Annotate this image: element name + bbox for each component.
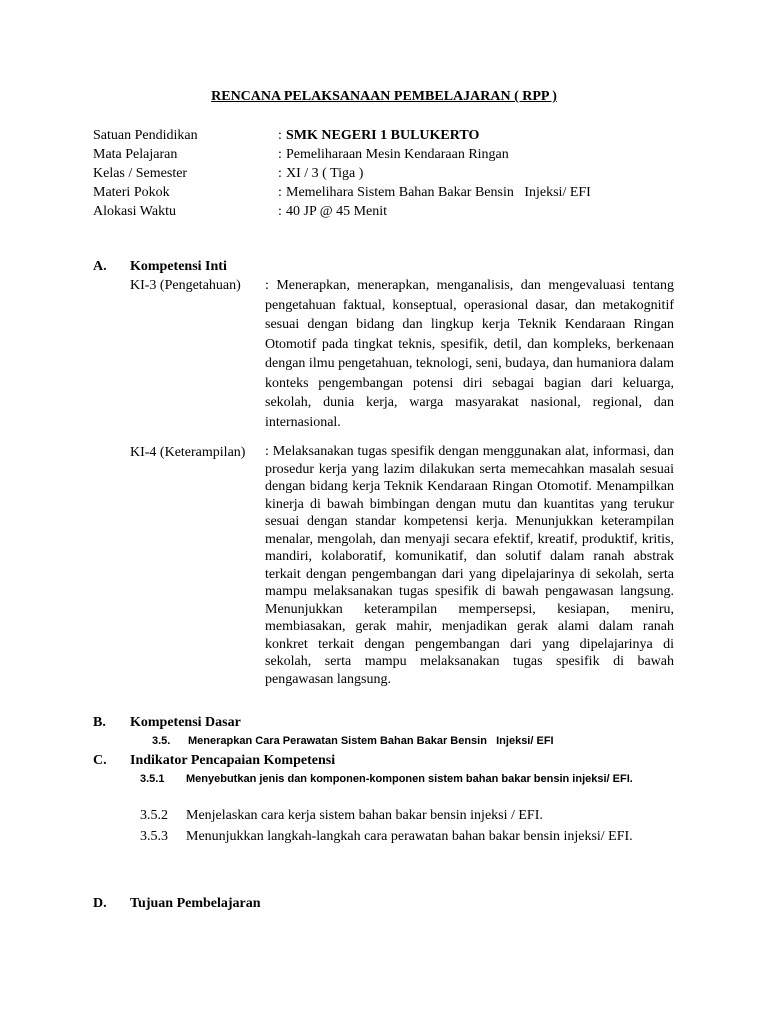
ki4-content: Melaksanakan tugas spesifik dengan menggunakan alat, informasi, dan prosedur kerja yang lazim dilakukan serta memecahkan masalah sesuai dengan bidang kerja Teknik Kendaraan Ringan Otomotif. Menampilkan kinerja di bawah bimbingan dengan mutu dan kuantitas yang terukur sesuai dengan standar kompetensi kerja. Menunjukkan keterampilan menalar, mengolah, dan menyaji secara efektif, kreatif, produktif, kritis, mandiri, kolaboratif, komunikatif, dan solutif dalam ranah abstrak terkait dengan pengembangan dari yang dipelajarinya di sekolah, serta mampu melaksanakan tugas spesifik di bawah pengawasan langsung. Menunjukkan keterampilan mempersepsi, kesiapan, meniru, membiasakan, gerak mahir, menjadikan gerak alami dalam ranah konkret terkait dengan pengembangan dari yang dipelajarinya di sekolah, serta mampu melaksanakan tugas spesifik di bawah pengawasan langsung. bbox=[265, 444, 674, 687]
identity-value: SMK NEGERI 1 BULUKERTO bbox=[286, 128, 480, 143]
identity-label: Mata Pelajaran bbox=[93, 147, 178, 162]
section-c-letter: C. bbox=[93, 753, 107, 768]
ki4-label-text: KI-4 (Keterampilan) bbox=[130, 445, 246, 460]
section-d-letter: D. bbox=[93, 896, 107, 911]
ki3-label-text: KI-3 (Pengetahuan) bbox=[130, 278, 241, 293]
identity-value: Pemeliharaan Mesin Kendaraan Ringan bbox=[286, 147, 509, 162]
ki4-label bbox=[130, 443, 245, 462]
section-b-letter: B. bbox=[93, 715, 106, 730]
identity-value: 40 JP @ 45 Menit bbox=[286, 204, 388, 219]
section-d-title: Tujuan Pembelajaran bbox=[130, 896, 261, 911]
section-b-title: Kompetensi Dasar bbox=[130, 715, 241, 730]
identity-label: Kelas / Semester bbox=[93, 166, 188, 181]
identity-colon: : bbox=[278, 185, 282, 200]
section-a-title: Kompetensi Inti bbox=[130, 259, 227, 274]
kd-text: Menerapkan Cara Perawatan Sistem Bahan Bakar Bensin Injeksi/ EFI bbox=[188, 735, 554, 747]
section-a-letter: A. bbox=[93, 259, 107, 274]
section-c-title: Indikator Pencapaian Kompetensi bbox=[130, 753, 336, 768]
indicator-text: Menyebutkan jenis dan komponen-komponen sistem bahan bakar bensin injeksi/ EFI. bbox=[186, 773, 633, 785]
ki3-colon: : bbox=[265, 278, 269, 293]
identity-label: Materi Pokok bbox=[93, 185, 170, 200]
identity-row-school bbox=[93, 126, 591, 145]
identity-colon: : bbox=[278, 128, 282, 143]
identity-colon: : bbox=[278, 147, 282, 162]
ki3-label bbox=[130, 276, 241, 295]
indicator-number: 3.5.2 bbox=[140, 808, 168, 823]
identity-row-time bbox=[93, 202, 591, 221]
identity-label: Alokasi Waktu bbox=[93, 204, 176, 219]
ki3-content: Menerapkan, menerapkan, menganalisis, dan mengevaluasi tentang pengetahuan faktual, konseptual, operasional dasar, dan metakognitif sesuai dengan bidang dan lingkup kerja Teknik Kendaraan Ringan Otomotif pada tingkat teknis, spesifik, detil, dan kompleks, berkenaan dengan ilmu pengetahuan, teknologi, seni, budaya, dan humaniora dalam konteks pengembangan potensi diri sebagai bagian dari keluarga, sekolah, dunia kerja, warga masyarakat nasional, regional, dan internasional. bbox=[265, 278, 675, 430]
identity-row-subject bbox=[93, 145, 591, 164]
identity-table bbox=[93, 126, 591, 221]
identity-colon: : bbox=[278, 204, 282, 219]
identity-label: Satuan Pendidikan bbox=[93, 128, 198, 143]
indicator-number: 3.5.1 bbox=[140, 773, 165, 785]
kd-number: 3.5. bbox=[152, 735, 171, 747]
identity-value: XI / 3 ( Tiga ) bbox=[286, 166, 364, 181]
indicator-number: 3.5.3 bbox=[140, 829, 168, 844]
identity-row-class bbox=[93, 164, 591, 183]
indicator-text: Menunjukkan langkah-langkah cara perawatan bahan bakar bensin injeksi/ EFI. bbox=[186, 829, 633, 844]
indicator-text: Menjelaskan cara kerja sistem bahan bakar bensin injeksi / EFI. bbox=[186, 808, 543, 823]
identity-row-topic bbox=[93, 183, 591, 202]
ki3-text bbox=[265, 276, 674, 432]
identity-value: Memelihara Sistem Bahan Bakar Bensin Injeksi/ EFI bbox=[286, 185, 591, 200]
ki4-text bbox=[265, 443, 674, 688]
identity-colon: : bbox=[278, 166, 282, 181]
ki4-colon: : bbox=[265, 444, 269, 459]
document-title: RENCANA PELAKSANAAN PEMBELAJARAN ( RPP ) bbox=[211, 89, 557, 104]
